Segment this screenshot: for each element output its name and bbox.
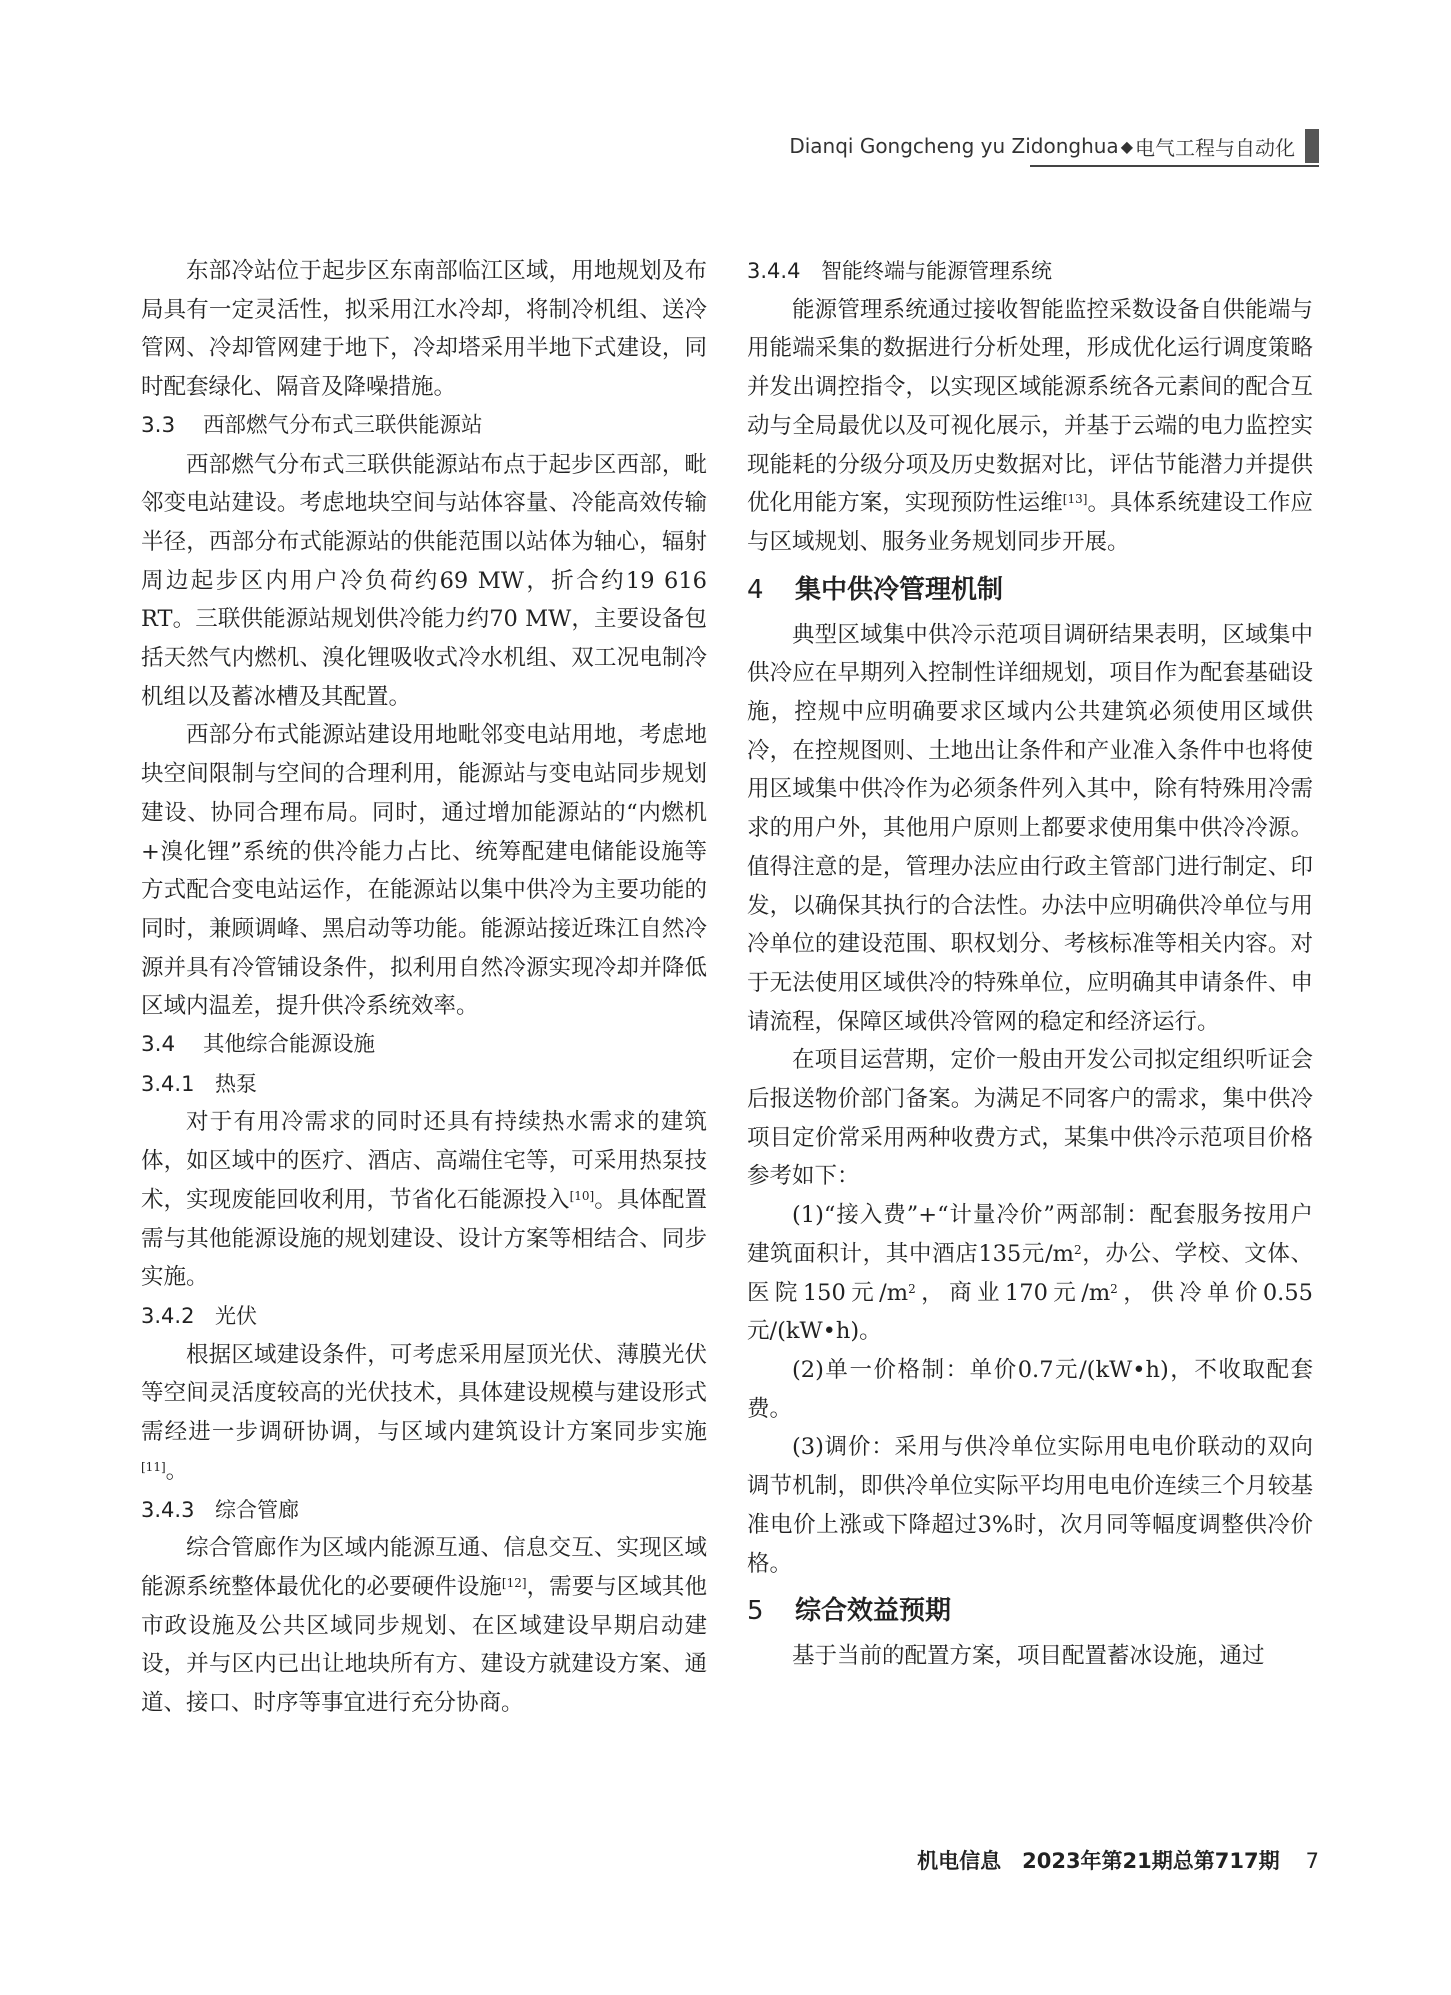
pricing-item-1: (1)“接入费”+“计量冷价”两部制：配套服务按用户建筑面积计，其中酒店135元$/m^2$，办公、学校、文体、医院150元$/m^2$，商业170元$/m^2$，供冷单价0.55元/(kW•h)。	[747, 1202, 1313, 1345]
left-column	[141, 252, 707, 1723]
paragraph: 根据区域建设条件，可考虑采用屋顶光伏、薄膜光伏等空间灵活度较高的光伏技术，具体建设规模与建设形式需经进一步调研协调，与区域内建筑设计方案同步实施[11]。	[141, 1341, 707, 1484]
citation: [10]	[569, 1188, 595, 1203]
right-column	[747, 252, 1313, 1676]
paragraph: 西部分布式能源站建设用地毗邻变电站用地，考虑地块空间限制与空间的合理利用，能源站与变电站同步规划建设、协同合理布局。同时，通过增加能源站的“内燃机+溴化锂”系统的供冷能力占比、统筹配建电储能设施等方式配合变电站运作，在能源站以集中供冷为主要功能的同时，兼顾调峰、黑启动等功能。能源站接近珠江自然冷源并具有冷管铺设条件，拟利用自然冷源实现冷却并降低区域内温差，提升供冷系统效率。	[141, 722, 707, 1020]
paragraph: 基于当前的配置方案，项目配置蓄冰设施，通过	[792, 1643, 1265, 1670]
citation: [11]	[141, 1459, 166, 1474]
citation: [12]	[501, 1575, 527, 1590]
section-heading-5: 5 综合效益预期	[747, 1596, 952, 1627]
header-journal-title: 电气工程与自动化	[1135, 135, 1295, 160]
paragraph: 西部燃气分布式三联供能源站布点于起步区西部，毗邻变电站建设。考虑地块空间与站体容量、冷能高效传输半径，西部分布式能源站的供能范围以站体为轴心，辐射周边起步区内用户冷负荷约69 MW，折合约19 616 RT。三联供能源站规划供冷能力约70 MW，主要设备包括天然气内燃机、溴化锂吸收式冷水机组、双工况电制冷机组以及蓄冰槽及其配置。	[141, 451, 707, 710]
header-rule	[1030, 165, 1319, 167]
page-footer	[917, 1845, 1319, 1875]
paragraph: 综合管廊作为区域内能源互通、信息交互、实现区域能源系统整体最优化的必要硬件设施[12]，需要与区域其他市政设施及公共区域同步规划、在区域建设早期启动建设，并与区内已出让地块所有方、建设方就建设方案、通道、接口、时序等事宜进行充分协商。	[141, 1535, 707, 1717]
header-pinyin: Dianqi Gongcheng yu Zidonghua	[789, 134, 1119, 158]
subsection-heading-3-4-1: 3.4.1 热泵	[141, 1071, 257, 1096]
subsection-heading-3-4-4: 3.4.4 智能终端与能源管理系统	[747, 259, 1052, 283]
citation: [13]	[1062, 492, 1088, 507]
subsection-heading-3-4-3: 3.4.3 综合管廊	[141, 1497, 299, 1522]
section-heading-4: 4 集中供冷管理机制	[747, 574, 1004, 605]
page-number: 7	[1305, 1849, 1319, 1873]
running-header	[789, 128, 1319, 164]
paragraph: 在项目运营期，定价一般由开发公司拟定组织听证会后报送物价部门备案。为满足不同客户的需求，集中供冷项目定价常采用两种收费方式，某集中供冷示范项目价格参考如下：	[747, 1047, 1313, 1190]
paragraph: 典型区域集中供冷示范项目调研结果表明，区域集中供冷应在早期列入控制性详细规划，项目作为配套基础设施，控规中应明确要求区域内公共建筑必须使用区域供冷，在控规图则、土地出让条件和产业准入条件中也将使用区域集中供冷作为必须条件列入其中，除有特殊用冷需求的用户外，其他用户原则上都要求使用集中供冷冷源。值得注意的是，管理办法应由行政主管部门进行制定、印发，以确保其执行的合法性。办法中应明确供冷单位与用冷单位的建设范围、职权划分、考核标准等相关内容。对于无法使用区域供冷的特殊单位，应明确其申请条件、申请流程，保障区域供冷管网的稳定和经济运行。	[747, 621, 1313, 1035]
section-heading-3-4: 3.4 其他综合能源设施	[141, 1032, 376, 1058]
paragraph: 对于有用冷需求的同时还具有持续热水需求的建筑体，如区域中的医疗、酒店、高端住宅等，可采用热泵技术，实现废能回收利用，节省化石能源投入[10]。具体配置需与其他能源设施的规划建设、设计方案等相结合、同步实施。	[141, 1109, 707, 1291]
footer-journal-issue: 机电信息 2023年第21期总第717期	[917, 1849, 1280, 1873]
section-heading-3-3: 3.3 西部燃气分布式三联供能源站	[141, 412, 483, 438]
diamond-icon: ◆	[1120, 136, 1133, 156]
subsection-heading-3-4-2: 3.4.2 光伏	[141, 1303, 257, 1328]
paragraph: 能源管理系统通过接收智能监控采数设备自供能端与用能端采集的数据进行分析处理，形成优化运行调度策略并发出调控指令，以实现区域能源系统各元素间的配合互动与全局最优以及可视化展示，并基于云端的电力监控实现能耗的分级分项及历史数据对比，评估节能潜力并提供优化用能方案，实现预防性运维[13]。具体系统建设工作应与区域规划、服务业务规划同步开展。	[747, 296, 1313, 555]
pricing-item-2: (2)单一价格制：单价0.7元/(kW•h)，不收取配套费。	[747, 1356, 1313, 1422]
pricing-item-3: (3)调价：采用与供冷单位实际用电电价联动的双向调节机制，即供冷单位实际平均用电电价连续三个月较基准电价上涨或下降超过3%时，次月同等幅度调整供冷价格。	[747, 1434, 1313, 1577]
paragraph: 东部冷站位于起步区东南部临江区域，用地规划及布局具有一定灵活性，拟采用江水冷却，将制冷机组、送冷管网、冷却管网建于地下，冷却塔采用半地下式建设，同时配套绿化、隔音及降噪措施。	[141, 258, 707, 401]
header-bar	[1305, 129, 1319, 163]
